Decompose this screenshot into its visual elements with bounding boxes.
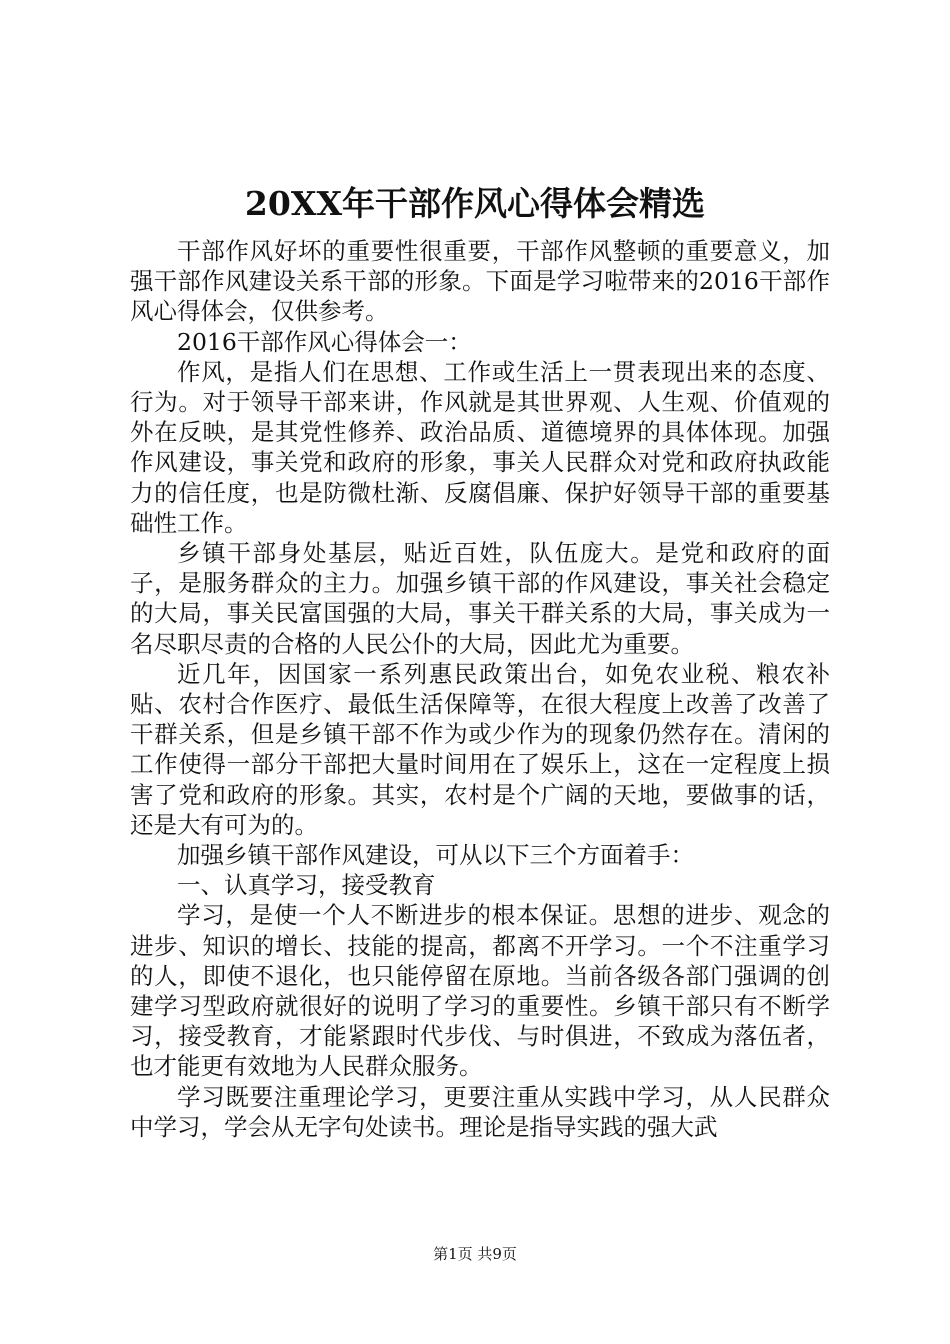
paragraph-subheading-study: 一、认真学习，接受教育: [177, 871, 436, 900]
paragraph-study-practice: 学习既要注重理论学习，更要注重从实践中学习，从人民群众中学习，学会从无字句处读书。理论是指导实践的强大武: [130, 1082, 830, 1141]
document-title: 20XX年干部作风心得体会精选: [244, 184, 706, 223]
paragraph-intro: 干部作风好坏的重要性很重要，干部作风整顿的重要意义，加强干部作风建设关系干部的形象。下面是学习啦带来的2016干部作风心得体会，仅供参考。: [130, 237, 830, 326]
paragraph-work-style: 作风，是指人们在思想、工作或生活上一贯表现出来的态度、行为。对于领导干部来讲，作风就是其世界观、人生观、价值观的外在反映，是其党性修养、政治品质、道德境界的具体体现。加强作风建设，事关党和政府的形象，事关人民群众对党和政府执政能力的信任度，也是防微杜渐、反腐倡廉、保护好领导干部的重要基础性工作。: [130, 357, 830, 537]
document-body: [130, 236, 830, 1142]
paragraph-study: 学习，是使一个人不断进步的根本保证。思想的进步、观念的进步、知识的增长、技能的提高，都离不开学习。一个不注重学习的人，即使不退化，也只能停留在原地。当前各级各部门强调的创建学习型政府就很好的说明了学习的重要性。乡镇干部只有不断学习，接受教育，才能紧跟时代步伐、与时俱进，不致成为落伍者，也才能更有效地为人民群众服务。: [130, 901, 830, 1081]
page-number-footer: 第1页 共9页: [433, 1245, 517, 1263]
paragraph-three-aspects: 加强乡镇干部作风建设，可从以下三个方面着手：: [177, 841, 694, 870]
paragraph-recent-years: 近几年，因国家一系列惠民政策出台，如免农业税、粮农补贴、农村合作医疗、最低生活保障等，在很大程度上改善了改善了干群关系，但是乡镇干部不作为或少作为的现象仍然存在。清闲的工作使得一部分干部把大量时间用在了娱乐上，这在一定程度上损害了党和政府的形象。其实，农村是个广阔的天地，要做事的话，还是大有可为的。: [130, 659, 830, 839]
paragraph-township-cadres: 乡镇干部身处基层，贴近百姓，队伍庞大。是党和政府的面子，是服务群众的主力。加强乡镇干部的作风建设，事关社会稳定的大局，事关民富国强的大局，事关干群关系的大局，事关成为一名尽职尽责的合格的人民公仆的大局，因此尤为重要。: [130, 539, 830, 658]
paragraph-section-heading: 2016干部作风心得体会一：: [177, 327, 472, 356]
